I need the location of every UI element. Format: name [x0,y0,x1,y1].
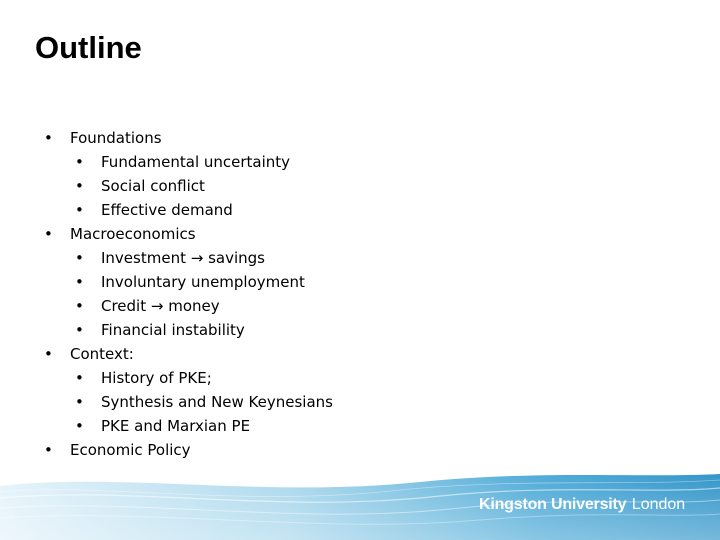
bullet-icon: • [75,369,84,387]
bullet-icon: • [75,153,84,171]
bullet-icon: • [44,345,53,363]
outline-text: Macroeconomics [70,225,196,243]
bullet-icon: • [44,129,53,147]
outline-text: PKE and Marxian PE [101,417,251,435]
bullet-icon: • [75,321,84,339]
outline-text: Investment → savings [101,249,265,267]
outline-text: Foundations [70,129,162,147]
outline-text: Social conflict [101,177,205,195]
outline-text: History of PKE; [101,369,212,387]
outline-text: Effective demand [101,201,233,219]
bullet-icon: • [75,249,84,267]
outline-text: Context: [70,345,134,363]
outline-text: Synthesis and New Keynesians [101,393,333,411]
brand-name: Kingston University [479,496,627,513]
outline-text: Financial instability [101,321,245,339]
slide-title: Outline [35,30,142,65]
university-logo [479,496,685,514]
bullet-icon: • [75,177,84,195]
bullet-icon: • [75,393,84,411]
bullet-icon: • [44,441,53,459]
outline-text: Fundamental uncertainty [101,153,291,171]
bullet-icon: • [75,273,84,291]
outline-text: Economic Policy [70,441,191,459]
bullet-icon: • [75,201,84,219]
bullet-icon: • [44,225,53,243]
brand-city: London [631,496,686,513]
bullet-icon: • [75,417,84,435]
outline-text: Credit → money [101,297,220,315]
bullet-icon: • [75,297,84,315]
outline-text: Involuntary unemployment [101,273,305,291]
